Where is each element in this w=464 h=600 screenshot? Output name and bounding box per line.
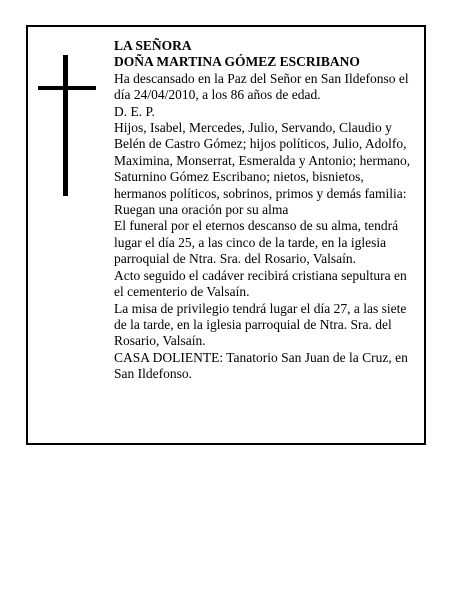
- funeral-details: El funeral por el eternos descanso de su alma, tendrá lugar el día 25, a las cinco de la tarde, en la iglesia parroquial de Ntra. Sra. del Rosario, Valsaín.: [114, 218, 399, 267]
- mass-details: La misa de privilegio tendrá lugar el día 27, a las siete de la tarde, en la iglesia parroquial de Ntra. Sra. del Rosario, Valsaín.: [114, 300, 407, 349]
- prayer-request: Ruegan una oración por su alma: [114, 202, 289, 218]
- cross-horizontal-bar: [38, 86, 96, 90]
- heading-title: LA SEÑORA: [114, 38, 192, 53]
- rest-in-peace: D. E. P.: [114, 103, 155, 119]
- death-announcement: Ha descansado en la Paz del Señor en San Ildefonso el día 24/04/2010, a los 86 años de edad.: [114, 70, 409, 103]
- burial-details: Acto seguido el cadáver recibirá cristiana sepultura en el cementerio de Valsaín.: [114, 267, 407, 300]
- family-list: Hijos, Isabel, Mercedes, Julio, Servando, Claudio y Belén de Castro Gómez; hijos políticos, Julio, Adolfo, Maximina, Monserrat, Esmeralda y Antonio; hermano, Saturnino Gómez Escribano; nietos, bisnietos, hermanos políticos, sobrinos, primos y demás familia:: [114, 120, 411, 201]
- cross-vertical-bar: [63, 55, 68, 196]
- deceased-name: DOÑA MARTINA GÓMEZ ESCRIBANO: [114, 54, 360, 70]
- obituary-text: [114, 38, 418, 383]
- mourning-house: CASA DOLIENTE: Tanatorio San Juan de la Cruz, en San Ildefonso.: [114, 349, 408, 382]
